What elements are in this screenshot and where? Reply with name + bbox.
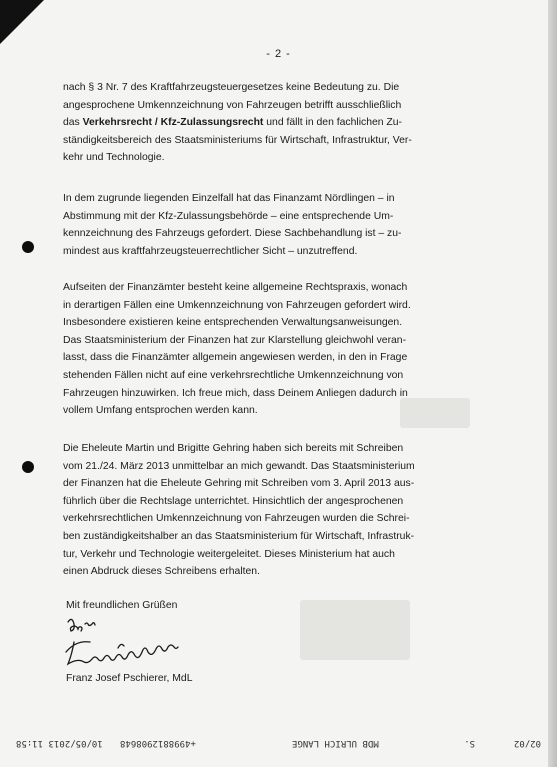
text-line: in derartigen Fällen eine Umkennzeichnung von Fahrzeugen gefordert wird. [63,299,411,311]
punch-hole [22,461,34,473]
text-segment: das [63,117,83,129]
bold-term: Verkehrsrecht / Kfz-Zulassungsrecht [82,117,264,129]
fax-number: +4998812908648 [120,738,196,748]
text-line: kehr und Technologie. [63,152,165,164]
text-line: vom 21./24. März 2013 unmittelbar an mich gewandt. Das Staatsministerium [63,460,415,472]
text-line: Aufseiten der Finanzämter besteht keine allgemeine Rechtspraxis, wonach [63,282,408,293]
text-line: nach § 3 Nr. 7 des Kraftfahrzeugsteuergesetzes keine Bedeutung zu. Die [63,82,400,93]
text-line: Die Eheleute Martin und Brigitte Gehring haben sich bereits mit Schreiben [63,443,404,454]
text-line: Das Staatsministerium der Finanzen hat zur Klarstellung gleichwohl veran- [63,334,407,346]
text-line: vollem Umfang entsprochen werden kann. [63,405,258,417]
fax-page-count: 02/02 [513,738,541,748]
text-line: kennzeichnung des Fahrzeugs gefordert. Diese Sachbehandlung ist – zu- [63,228,402,240]
text-line: ständigkeitsbereich des Staatsministeriums für Wirtschaft, Infrastruktur, Ver- [63,134,412,146]
text-line: tur, Verkehr und Technologie weitergeleitet. Dieses Ministerium hat auch [63,548,395,560]
punch-hole [22,241,34,253]
text-line: führlich über die Rechtslage unterrichtet. Hinsichtlich der angesprochenen [63,495,404,507]
paragraph-4 [63,440,413,581]
text-line: In dem zugrunde liegenden Einzelfall hat das Finanzamt Nördlingen – in [63,193,395,204]
closing-salutation: Mit freundlichen Grüßen [66,600,178,611]
text-line: Abstimmung mit der Kfz-Zulassungsbehörde – eine entsprechende Um- [63,210,394,222]
text-line: einen Abdruck dieses Schreibens erhalten. [63,566,260,578]
text-line: lasst, dass die Finanzämter allgemein angewiesen werden, in den in Frage [63,352,408,364]
text-line: ben zuständigkeitshalber an das Staatsministerium für Wirtschaft, Infrastruk- [63,530,415,542]
text-line: verkehrsrechtlichen Umkennzeichnung von Fahrzeugen wurden die Schrei- [63,513,410,525]
paragraph-1 [63,79,413,167]
fax-header [0,732,557,752]
scan-edge [548,0,557,767]
signer-name: Franz Josef Pschierer, MdL [66,673,193,684]
text-line: Insbesondere existieren keine entsprechenden Verwaltungsanweisungen. [63,317,403,329]
text-line [63,114,413,132]
folded-corner [0,0,44,44]
paragraph-2 [63,190,413,260]
fax-datetime: 10/05/2013 11:58 [16,738,103,748]
fax-sender: MDB ULRICH LANGE [292,738,379,748]
text-line: angesprochene Umkennzeichnung von Fahrzeugen betrifft ausschließlich [63,99,402,111]
fax-page-marker: S. [464,738,475,748]
text-line: Fahrzeugen hinzuwirken. Ich freue mich, dass Deinem Anliegen dadurch in [63,387,408,399]
paragraph-3 [63,279,413,420]
text-segment: und fällt in den fachlichen Zu- [263,117,403,129]
text-line: mindest aus kraftfahrzeugsteuerrechtlicher Sicht – unzutreffend. [63,245,358,257]
show-through-mark [300,600,410,660]
text-line: stehenden Fällen nicht auf eine verkehrsrechtliche Umkennzeichnung von [63,369,404,381]
text-line: der Finanzen hat die Eheleute Gehring mit Schreiben vom 3. April 2013 aus- [63,478,415,490]
handwritten-signature [58,612,198,676]
page-number: - 2 - [266,48,291,60]
